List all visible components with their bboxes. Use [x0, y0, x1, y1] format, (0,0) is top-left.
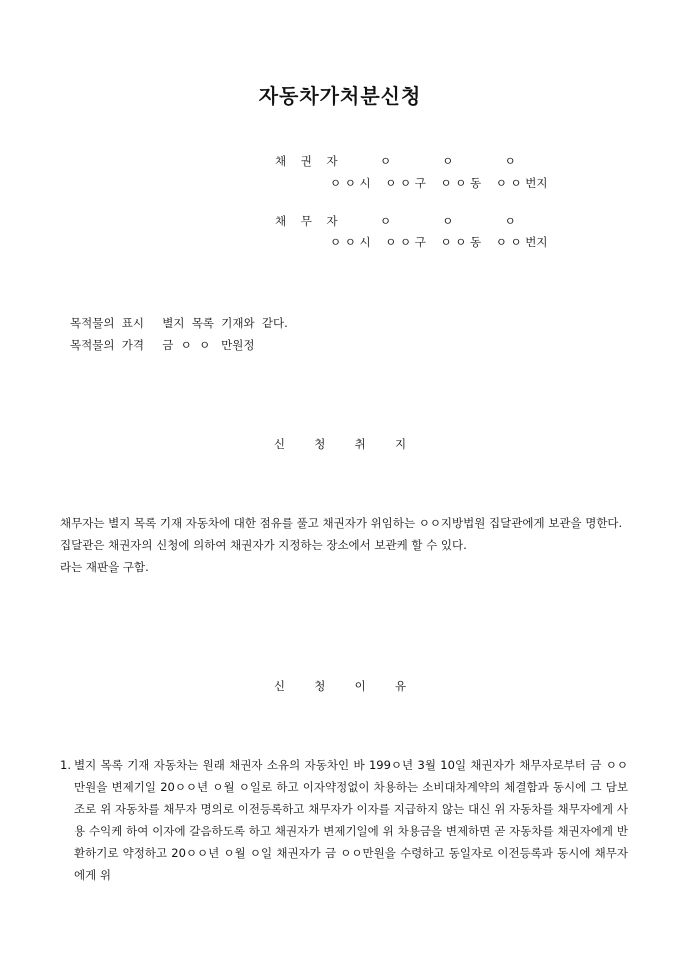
creditor-address: ㅇ ㅇ 시 ㅇ ㅇ 구 ㅇ ㅇ 동 ㅇ ㅇ 번지: [330, 176, 548, 190]
creditor-label: 채 권 자: [275, 154, 338, 168]
purpose-line: 집달관은 채권자의 신청에 의하여 채권자가 지정하는 장소에서 보관케 할 수 있다.: [60, 538, 467, 552]
reason-text: 별지 목록 기재 자동차는 원래 채권자 소유의 자동차인 바 199ㅇ년 3월 10일 채권자가 채무자로부터 금 ㅇㅇ만원을 변제기일 20ㅇㅇ년 ㅇ월 ㅇ일로 하고 이자약정없이 차용하는 소비대차계약의 체결함과 동시에 그 담보조로 위 자동차를 채무자 명의로 이전등록하고 채무자가 이자를 지급하지 않는 대신 위 자동차를 채무자에게 사용 수익케 하여 이자에 갈음하도록 하고 채권자가 변제기일에 위 차용금을 변제하면 곧 자동차를 채권자에게 반환하기로 약정하고 20ㅇㅇ년 ㅇ월 ㅇ일 채권자가 금 ㅇㅇ만원을 수령하고 동일자로 이전등록과 동시에 채무자에게 위: [74, 758, 628, 882]
reason-list: [60, 754, 628, 886]
document-title: 자동차가처분신청: [258, 84, 422, 108]
object-value: 목적물의 가격 금 ㅇ ㅇ 만원정: [70, 338, 255, 352]
purpose-line: 채무자는 별지 목록 기재 자동차에 대한 점유를 풀고 채권자가 위임하는 ㅇㅇ지방법원 집달관에게 보관을 명한다.: [60, 516, 623, 530]
reason-number: 1.: [60, 758, 71, 772]
creditor-name: ㅇ ㅇ ㅇ: [380, 154, 516, 168]
debtor-name: ㅇ ㅇ ㅇ: [380, 214, 516, 228]
purpose-body: [60, 512, 628, 578]
debtor-address: ㅇ ㅇ 시 ㅇ ㅇ 구 ㅇ ㅇ 동 ㅇ ㅇ 번지: [330, 235, 548, 249]
reason-heading: 신 청 이 유: [273, 679, 407, 693]
debtor-label: 채 무 자: [275, 214, 338, 228]
purpose-line: 라는 재판을 구함.: [60, 560, 149, 574]
purpose-heading: 신 청 취 지: [273, 437, 407, 451]
object-display: 목적물의 표시 별지 목록 기재와 같다.: [70, 316, 288, 330]
reason-item: [60, 754, 628, 886]
